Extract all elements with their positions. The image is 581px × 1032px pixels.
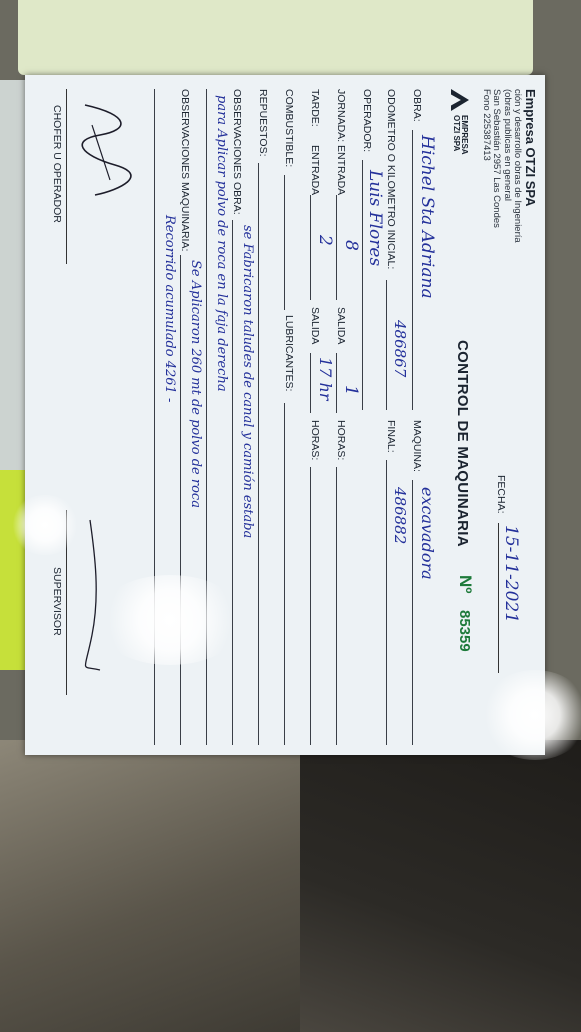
combustible-line bbox=[284, 175, 285, 310]
odometro-final-value: 486882 bbox=[391, 487, 409, 545]
entrada-2-line bbox=[310, 195, 311, 300]
company-logo bbox=[451, 89, 469, 155]
light-glare bbox=[480, 670, 581, 760]
odometro-label: ODOMETRO O KILOMETRO INICIAL: bbox=[385, 89, 397, 270]
chofer-label: CHOFER U OPERADOR bbox=[51, 105, 63, 223]
salida-label: SALIDA bbox=[309, 307, 321, 345]
background-cabin bbox=[300, 740, 581, 1032]
obs-obra-label: OBSERVACIONES OBRA: bbox=[231, 89, 243, 215]
company-header bbox=[480, 89, 537, 339]
salida-1-value: 1 bbox=[341, 385, 361, 396]
form-number: 85359 bbox=[456, 610, 473, 652]
company-line: San Sebastián 2957 Las Condes bbox=[491, 89, 503, 228]
salida-1-line bbox=[336, 353, 337, 413]
obs-obra-line-2: para Aplicar polvo de roca en la faja derecha bbox=[214, 95, 229, 392]
entrada-2-value: 2 bbox=[315, 235, 335, 246]
horas-2-line bbox=[310, 467, 311, 745]
odometro-final-line bbox=[386, 460, 387, 745]
operator-signature bbox=[70, 95, 140, 205]
obs-maquinaria-line-2: Recorrido acumulado 4261 - bbox=[162, 215, 177, 403]
obra-label: OBRA: bbox=[411, 89, 423, 122]
fecha-underline bbox=[498, 523, 499, 673]
mountain-icon bbox=[451, 89, 469, 111]
obs-obra-line-1: se Fabricaron taludes de canal y camión estaba bbox=[240, 225, 255, 539]
chofer-signature-line bbox=[66, 89, 67, 264]
obs-maquinaria-line-1: Se Aplicaron 260 mt de polvo de roca bbox=[188, 260, 203, 508]
horas-label: HORAS: bbox=[309, 420, 321, 461]
machinery-control-form bbox=[25, 75, 545, 755]
company-line: (obras publicas en general bbox=[501, 89, 513, 201]
odometro-inicial-line bbox=[386, 280, 387, 410]
repuestos-line bbox=[258, 163, 259, 745]
fecha-value: 15-11-2021 bbox=[501, 525, 521, 624]
obs-maquinaria-underline bbox=[180, 255, 181, 745]
jornada-label: JORNADA: bbox=[335, 89, 347, 143]
company-line: Fono 225387413 bbox=[480, 89, 492, 161]
entrada-label: ENTRADA bbox=[335, 145, 347, 196]
company-name: Empresa OTZI SPA bbox=[523, 89, 538, 207]
obra-line bbox=[412, 130, 413, 410]
lubricantes-label: LUBRICANTES: bbox=[283, 315, 295, 392]
operador-line bbox=[362, 160, 363, 410]
maquina-value: excavadora bbox=[418, 487, 437, 580]
maquina-label: MAQUINA: bbox=[411, 420, 423, 472]
operador-label: OPERADOR: bbox=[361, 89, 373, 153]
light-glare bbox=[95, 575, 245, 665]
supervisor-label: SUPERVISOR bbox=[51, 567, 63, 636]
obs-obra-underline bbox=[232, 220, 233, 745]
odometro-inicial-value: 486867 bbox=[391, 320, 409, 378]
logo-text-line: EMPRESA bbox=[460, 115, 470, 155]
operador-value: Luis Flores bbox=[365, 170, 385, 267]
entrada-1-line bbox=[336, 195, 337, 300]
salida-2-value: 17 hr bbox=[316, 357, 335, 401]
maquina-line bbox=[412, 480, 413, 745]
horas-label: HORAS: bbox=[335, 420, 347, 461]
fecha-label: FECHA: bbox=[495, 475, 507, 514]
entrada-label: ENTRADA bbox=[309, 145, 321, 196]
light-glare bbox=[10, 495, 80, 555]
form-title: CONTROL DE MAQUINARIA bbox=[454, 340, 471, 547]
horas-1-line bbox=[336, 467, 337, 745]
tarde-label: TARDE: bbox=[309, 89, 321, 127]
repuestos-label: REPUESTOS: bbox=[257, 89, 269, 157]
background-paper-edge bbox=[0, 80, 26, 480]
final-label: FINAL: bbox=[385, 420, 397, 453]
logo-text-line: OTZI SPA bbox=[452, 115, 461, 152]
salida-label: SALIDA bbox=[335, 307, 347, 345]
obs-maquinaria-label: OBSERVACIONES MAQUINARIA: bbox=[179, 89, 191, 252]
obra-value: Hichel Sta Adriana bbox=[417, 135, 437, 299]
lubricantes-line bbox=[284, 403, 285, 745]
entrada-1-value: 8 bbox=[341, 240, 361, 251]
combustible-label: COMBUSTIBLE: bbox=[283, 89, 295, 168]
background-notebook bbox=[18, 0, 533, 75]
salida-2-line bbox=[310, 353, 311, 413]
company-line: ción y desarrollo obras de Ingeniería bbox=[512, 89, 524, 243]
form-number-label: Nº bbox=[456, 575, 475, 594]
